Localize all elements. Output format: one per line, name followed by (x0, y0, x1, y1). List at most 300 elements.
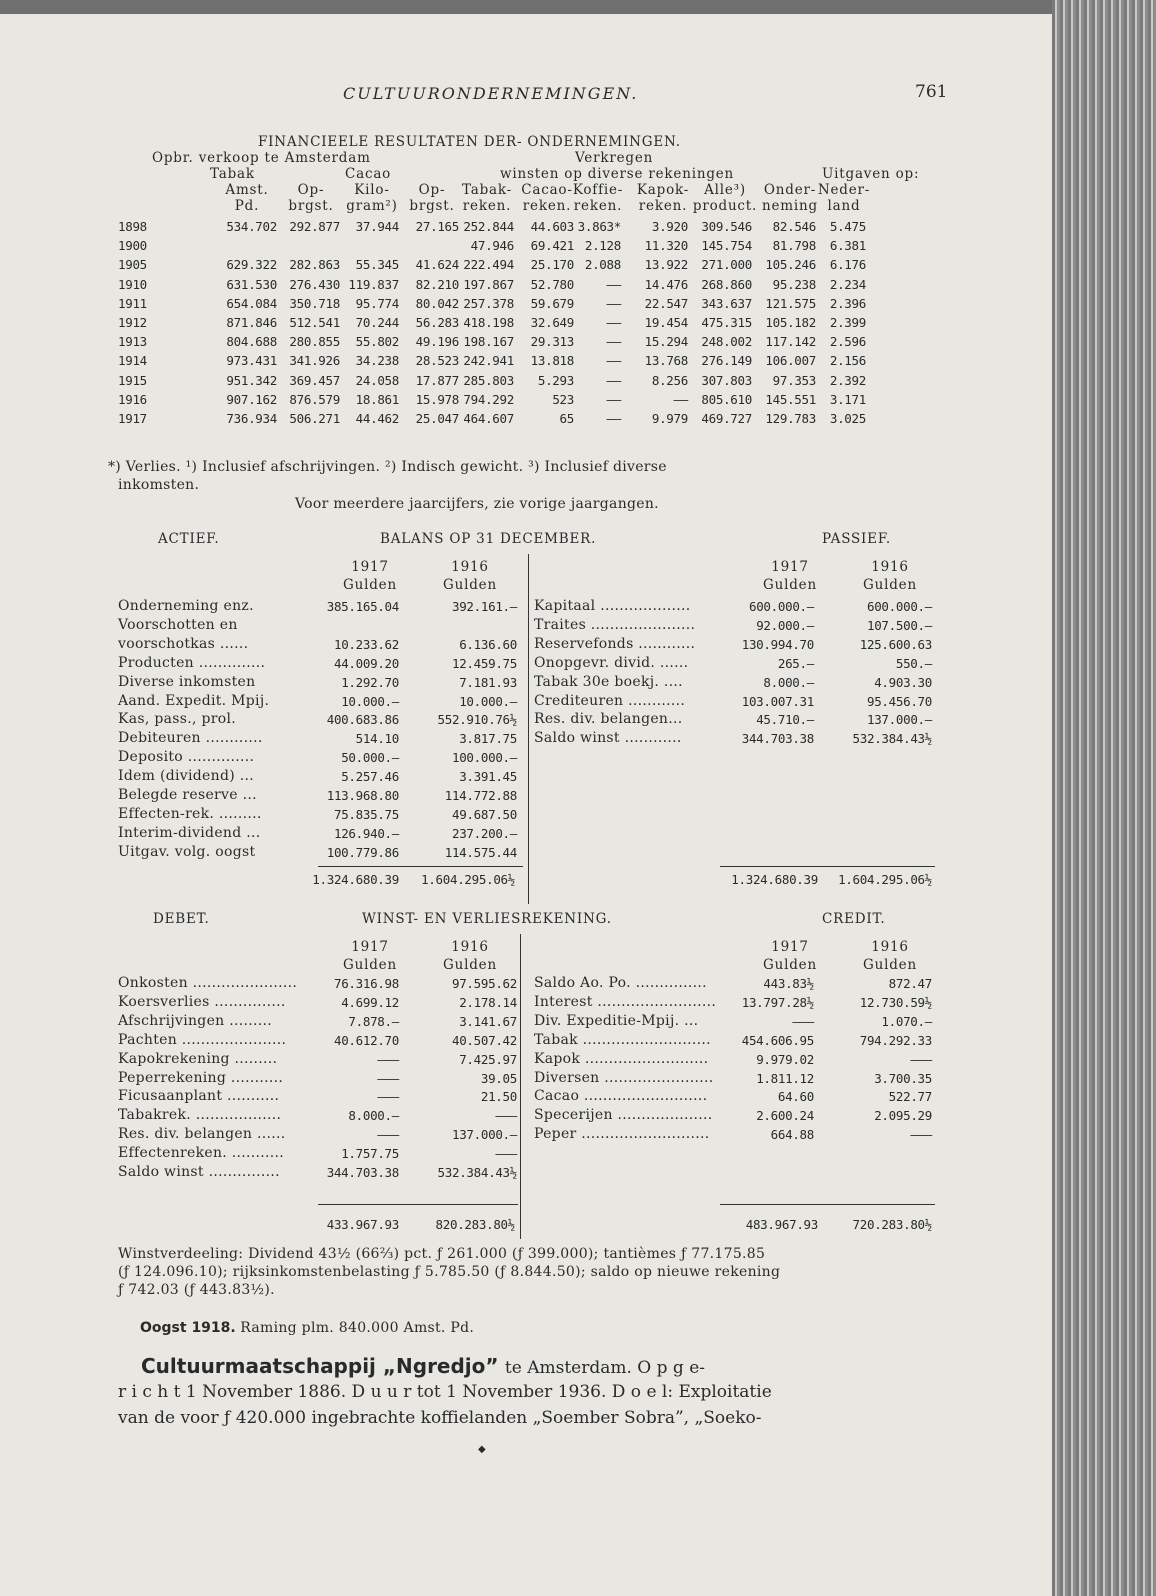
fin-row-year: 1912 (118, 315, 147, 330)
fin-head2-cacao: Cacao (345, 166, 392, 182)
fin-cell: 198.167 (463, 334, 514, 350)
winst-credit-1917: 9.979.02 (756, 1051, 814, 1067)
balans-passief-1916: 125.600.63 (859, 636, 932, 652)
winst-credit-1916: 1.070.— (881, 1013, 932, 1029)
winst-year-left-1916: 1916 (451, 939, 489, 955)
winst-credit-1917: 2.600.24 (756, 1108, 814, 1124)
fin-cell: 307.803 (701, 372, 752, 388)
fin-head4-6: reken. (573, 198, 623, 214)
fin-cell: 13.768 (644, 353, 688, 369)
winst-unit-right-1917: Gulden (763, 957, 817, 973)
winst-credit-label: Interest ......................... (534, 993, 717, 1010)
balans-passief-1916: 532.384.43½ (852, 731, 932, 747)
fin-cell: 14.476 (644, 276, 688, 292)
balans-actief-1917: 385.165.04 (326, 599, 399, 614)
fin-cell: 82.546 (772, 219, 816, 234)
balans-actief-1916: 392.161.— (451, 599, 517, 614)
balans-unit-left-1916: Gulden (443, 577, 497, 593)
winst-debet-1916: ——— (495, 1146, 517, 1162)
page-number: 761 (915, 82, 948, 102)
winst-credit-1917: 13.797.28½ (741, 994, 814, 1010)
company-line1-rest: te Amsterdam. O p g e- (504, 1358, 706, 1378)
winst-unit-right-1916: Gulden (863, 957, 917, 973)
fin-cell: —— (606, 411, 621, 426)
winst-title-left: DEBET. (153, 911, 210, 927)
fin-cell: 907.162 (226, 391, 277, 407)
balans-passief-1917: 265.— (777, 655, 814, 671)
winst-total-left-1916: 820.283.80½ (435, 1217, 515, 1232)
winst-year-right-1916: 1916 (871, 939, 909, 955)
fin-cell: —— (606, 353, 621, 369)
balans-actief-label: Diverse inkomsten (118, 673, 256, 690)
balans-actief-1917: 10.233.62 (333, 636, 399, 652)
fin-head4-4: reken. (462, 198, 512, 214)
balans-actief-1917: 113.968.80 (326, 788, 399, 803)
fin-row-year: 1917 (118, 411, 147, 426)
balans-passief-1917: 103.007.31 (741, 693, 814, 709)
fin-cell: 29.313 (530, 334, 574, 350)
fin-cell: 369.457 (289, 372, 340, 388)
winst-debet-1916: 3.141.67 (459, 1013, 517, 1029)
fin-cell: 47.946 (470, 238, 514, 254)
winst-credit-label: Kapok .......................... (534, 1050, 709, 1067)
balans-passief-label: Saldo winst ............ (534, 730, 682, 747)
fin-cell: 876.579 (289, 391, 340, 407)
fin-cell: 145.551 (765, 391, 816, 407)
balans-actief-1916: 10.000.— (459, 693, 517, 709)
fin-cell: 252.844 (463, 219, 514, 234)
fin-cell: 44.462 (355, 411, 399, 426)
fin-cell: 523 (552, 391, 574, 407)
winst-credit-label: Cacao .......................... (534, 1088, 708, 1105)
balans-title-mid: BALANS OP 31 DECEMBER. (380, 531, 597, 547)
fin-cell: 97.353 (772, 372, 816, 388)
balans-actief-1917: 50.000.— (341, 750, 399, 766)
fin-row-year: 1900 (118, 238, 147, 254)
fin-head3-10: Neder- (817, 182, 871, 198)
fin-head3-3: Op- (418, 182, 446, 198)
balans-actief-label: Idem (dividend) ... (118, 768, 254, 785)
balans-actief-1917: 75.835.75 (333, 806, 399, 822)
winst-credit-1917: 664.88 (770, 1127, 814, 1143)
fin-cell: 22.547 (644, 295, 688, 311)
fin-row-year: 1910 (118, 276, 147, 292)
fin-head4-1: brgst. (288, 198, 334, 214)
winst-debet-1917: 8.000.— (348, 1108, 399, 1124)
fin-footnote1: *) Verlies. ¹) Inclusief afschrijvingen. ²) Indisch gewicht. ³) Inclusief diverse (108, 459, 667, 475)
fin-cell: 105.246 (765, 257, 816, 273)
balans-actief-1916: 49.687.50 (451, 806, 517, 822)
fin-cell: 15.294 (644, 334, 688, 350)
fin-head1-b: Verkregen (575, 150, 654, 166)
fin-cell: 59.679 (530, 295, 574, 311)
winst-debet-1916: 97.595.62 (451, 976, 517, 991)
fin-head2-tabak: Tabak (210, 166, 255, 182)
fin-head1-a: Opbr. verkoop te Amsterdam (152, 150, 371, 166)
fin-cell: 794.292 (463, 391, 514, 407)
fin-cell: 257.378 (463, 295, 514, 311)
fin-cell: 871.846 (226, 315, 277, 330)
fin-cell: 654.084 (226, 295, 277, 311)
fin-cell: 24.058 (355, 372, 399, 388)
balans-actief-1916: 237.200.— (451, 825, 517, 841)
balans-total-right-1916: 1.604.295.06½ (838, 872, 932, 887)
winst-debet-1917: 344.703.38 (326, 1165, 399, 1180)
balans-unit-left-1917: Gulden (343, 577, 397, 593)
balans-actief-1917: 400.683.86 (326, 712, 399, 728)
fin-cell: 268.860 (701, 276, 752, 292)
fin-cell: 242.941 (463, 353, 514, 369)
fin-cell: 119.837 (348, 276, 399, 292)
fin-cell: 309.546 (701, 219, 752, 234)
fin-cell: 350.718 (289, 295, 340, 311)
fin-head4-3: brgst. (409, 198, 455, 214)
fin-cell: 37.944 (355, 219, 399, 234)
fin-cell: 341.926 (289, 353, 340, 369)
winst-debet-1917: ——— (377, 1070, 399, 1086)
fin-cell: 512.541 (289, 315, 340, 330)
winst-title-right: CREDIT. (822, 911, 886, 927)
balans-actief-label: Onderneming enz. (118, 598, 254, 614)
winst-credit-1917: 454.606.95 (741, 1032, 814, 1048)
fin-cell: 80.042 (415, 295, 459, 311)
balans-passief-label: Crediteuren ............ (534, 692, 686, 709)
fin-cell: 105.182 (765, 315, 816, 330)
balans-unit-right-1917: Gulden (763, 577, 817, 593)
fin-cell: 9.979 (651, 411, 688, 426)
fin-cell: 18.861 (355, 391, 399, 407)
winst-credit-1916: 12.730.59½ (859, 994, 932, 1010)
balans-passief-1917: 600.000.— (748, 599, 814, 614)
balans-year-left-1917: 1917 (351, 559, 389, 575)
winst-debet-label: Afschrijvingen ......... (118, 1012, 272, 1029)
fin-cell: 82.210 (415, 276, 459, 292)
fin-cell: 55.802 (355, 334, 399, 350)
balans-actief-1916: 100.000.— (451, 750, 517, 766)
winst-debet-1917: ——— (377, 1051, 399, 1067)
fin-footnote2: inkomsten. (118, 477, 200, 493)
winst-credit-label: Specerijen .................... (534, 1107, 713, 1124)
balans-actief-label: Uitgav. volg. oogst (118, 843, 256, 860)
winst-title-mid: WINST- EN VERLIESREKENING. (362, 911, 612, 927)
balans-passief-1916: 137.000.— (866, 712, 932, 728)
fin-cell: 248.002 (701, 334, 752, 350)
balans-actief-1917: 126.940.— (333, 825, 399, 841)
fin-cell: 276.149 (701, 353, 752, 369)
fin-row-year: 1911 (118, 295, 147, 311)
balans-total-left-1917: 1.324.680.39 (312, 872, 399, 887)
fin-cell: 469.727 (701, 411, 752, 426)
balans-actief-1916: 3.391.45 (459, 769, 517, 785)
fin-cell: 3.171 (829, 391, 866, 407)
winst-credit-1917: 1.811.12 (756, 1070, 814, 1086)
balans-actief-1916: 114.575.44 (444, 844, 517, 860)
fin-note: Voor meerdere jaarcijfers, zie vorige jaargangen. (295, 496, 659, 512)
winst-credit-1917: 64.60 (777, 1089, 814, 1105)
balans-actief-label: Producten .............. (118, 654, 266, 671)
winst-debet-1917: 40.612.70 (333, 1032, 399, 1048)
fin-cell: 34.238 (355, 353, 399, 369)
fin-cell: —— (606, 276, 621, 292)
fin-cell: 5.293 (537, 372, 574, 388)
fin-cell: 145.754 (701, 238, 752, 254)
balans-actief-1916: 3.817.75 (459, 731, 517, 747)
fin-cell: 282.863 (289, 257, 340, 273)
fin-cell: 28.523 (415, 353, 459, 369)
winst-debet-1917: ——— (377, 1089, 399, 1105)
balans-unit-right-1916: Gulden (863, 577, 917, 593)
fin-cell: 292.877 (289, 219, 340, 234)
fin-cell: 973.431 (226, 353, 277, 369)
fin-cell: 13.922 (644, 257, 688, 273)
winst-debet-1917: 7.878.— (348, 1013, 399, 1029)
fin-cell: 2.234 (829, 276, 866, 292)
fin-row-year: 1898 (118, 219, 147, 234)
winst-credit-1917: ——— (792, 1013, 814, 1029)
fin-head4-10: land (827, 198, 861, 214)
fin-cell: 32.649 (530, 315, 574, 330)
fin-head2-winsten: winsten op diverse rekeningen (500, 166, 735, 182)
fin-row-year: 1915 (118, 372, 147, 388)
fin-head3-1: Op- (297, 182, 325, 198)
balans-passief-label: Traites ...................... (534, 616, 696, 633)
winst-credit-1917: 443.83½ (763, 976, 814, 991)
fin-cell: —— (673, 391, 688, 407)
winst-unit-left-1917: Gulden (343, 957, 397, 973)
fin-head3-6: Koffie- (572, 182, 624, 198)
winst-total-left-1917: 433.967.93 (326, 1217, 399, 1232)
balans-year-right-1917: 1917 (771, 559, 809, 575)
fin-cell: 95.238 (772, 276, 816, 292)
balans-actief-label: Aand. Expedit. Mpij. (118, 692, 270, 709)
balans-passief-1916: 550.— (895, 655, 932, 671)
fin-cell: 69.421 (530, 238, 574, 254)
balans-actief-1917: 100.779.86 (326, 844, 399, 860)
fin-cell: 2.088 (584, 257, 621, 273)
fin-cell: —— (606, 334, 621, 350)
balans-passief-label: Kapitaal ................... (534, 598, 691, 614)
balans-passief-label: Reservefonds ............ (534, 635, 696, 652)
fin-cell: 534.702 (226, 219, 277, 234)
balans-passief-1917: 92.000.— (756, 617, 814, 633)
fin-cell: 56.283 (415, 315, 459, 330)
winst-credit-label: Div. Expeditie-Mpij. ... (534, 1012, 699, 1029)
fin-cell: 19.454 (644, 315, 688, 330)
winst-debet-1916: 137.000.— (451, 1127, 517, 1143)
balans-total-right-1917: 1.324.680.39 (731, 872, 818, 887)
balans-actief-1917: 5.257.46 (341, 769, 399, 785)
fin-cell: 3.025 (829, 411, 866, 426)
fin-cell: 2.596 (829, 334, 866, 350)
balans-title-right: PASSIEF. (822, 531, 891, 547)
balans-passief-1916: 95.456.70 (866, 693, 932, 709)
balans-actief-1917: 10.000.— (341, 693, 399, 709)
balans-title-left: ACTIEF. (158, 531, 220, 547)
winst-debet-label: Koersverlies ............... (118, 993, 286, 1010)
running-title: CULTUURONDERNEMINGEN. (343, 84, 639, 103)
winstverdeeling-line2: (ƒ 124.096.10); rijksinkomstenbelasting ƒ 5.785.50 (ƒ 8.844.50); saldo op nieuwe rekening (118, 1264, 781, 1280)
fin-cell: 44.603 (530, 219, 574, 234)
balans-actief-1917: 514.10 (355, 731, 399, 747)
balans-actief-1916: 6.136.60 (459, 636, 517, 652)
fin-cell: —— (606, 315, 621, 330)
fin-cell: —— (606, 295, 621, 311)
fin-cell: 17.877 (415, 372, 459, 388)
balans-year-right-1916: 1916 (871, 559, 909, 575)
winst-credit-label: Tabak ........................... (534, 1031, 711, 1048)
fin-head3-2: Kilo- (354, 182, 390, 198)
fin-cell: 506.271 (289, 411, 340, 426)
winst-year-right-1917: 1917 (771, 939, 809, 955)
balans-actief-1916: 7.181.93 (459, 674, 517, 690)
fin-row-year: 1905 (118, 257, 147, 273)
winstverdeeling-line1: Winstverdeeling: Dividend 43½ (66⅔) pct. ƒ 261.000 (ƒ 399.000); tantièmes ƒ 77.175.85 (118, 1246, 766, 1262)
balans-actief-label: Interim-dividend ... (118, 824, 261, 841)
fin-cell: 15.978 (415, 391, 459, 407)
fin-cell: 121.575 (765, 295, 816, 311)
fin-cell: 13.818 (530, 353, 574, 369)
book-edge (1052, 0, 1156, 1596)
fin-cell: 464.607 (463, 411, 514, 426)
fin-cell: 8.256 (651, 372, 688, 388)
fin-cell: 49.196 (415, 334, 459, 350)
fin-cell: 736.934 (226, 411, 277, 426)
winst-credit-label: Saldo Ao. Po. ............... (534, 975, 707, 991)
winst-debet-1916: 532.384.43½ (437, 1165, 517, 1180)
fin-head3-9: Onder- (763, 182, 817, 198)
balans-actief-1916: 114.772.88 (444, 788, 517, 803)
oogst-label: Oogst 1918. (140, 1320, 236, 1336)
balans-passief-label: Res. div. belangen... (534, 711, 683, 728)
winst-debet-1917: 76.316.98 (333, 976, 399, 991)
page (0, 14, 1052, 1596)
fin-cell: 41.624 (415, 257, 459, 273)
fin-head4-0: Pd. (234, 198, 260, 214)
winst-debet-label: Effectenreken. ........... (118, 1145, 285, 1162)
winst-total-right-1917: 483.967.93 (745, 1217, 818, 1232)
winst-credit-1916: 3.700.35 (874, 1070, 932, 1086)
balans-actief-label: Effecten-rek. ......... (118, 805, 262, 822)
winst-debet-1916: 40.507.42 (451, 1032, 517, 1048)
balans-actief-1916: 12.459.75 (451, 655, 517, 671)
fin-cell: 197.867 (463, 276, 514, 292)
winst-total-right-1916: 720.283.80½ (852, 1217, 932, 1232)
balans-passief-1917: 344.703.38 (741, 731, 814, 747)
fin-cell: 805.610 (701, 391, 752, 407)
balans-actief-label: Belegde reserve ... (118, 787, 257, 803)
fin-head4-5: reken. (522, 198, 572, 214)
fin-cell: 280.855 (289, 334, 340, 350)
page-mark-icon: ◆ (478, 1444, 486, 1455)
fin-head4-9: neming (762, 198, 818, 214)
company-name: Cultuurmaatschappij „Ngredjo” (141, 1354, 499, 1378)
fin-head4-8: product. (692, 198, 758, 214)
fin-cell: 276.430 (289, 276, 340, 292)
fin-cell: 25.170 (530, 257, 574, 273)
balans-passief-1917: 8.000.— (763, 674, 814, 690)
fin-head3-5: Cacao- (521, 182, 573, 198)
balans-passief-label: Tabak 30e boekj. .... (534, 673, 683, 690)
balans-passief-1916: 4.903.30 (874, 674, 932, 690)
fin-cell: 804.688 (226, 334, 277, 350)
fin-head4-7: reken. (638, 198, 688, 214)
winst-debet-1917: ——— (377, 1127, 399, 1143)
fin-cell: 271.000 (701, 257, 752, 273)
balans-actief-label: Voorschotten en (118, 616, 238, 633)
fin-cell: 2.392 (829, 372, 866, 388)
fin-head3-0: Amst. (225, 182, 269, 198)
winstverdeeling-line3: ƒ 742.03 (ƒ 443.83½). (118, 1282, 275, 1298)
fin-head3-7: Kapok- (636, 182, 690, 198)
fin-cell: 5.475 (829, 219, 866, 234)
balans-year-left-1916: 1916 (451, 559, 489, 575)
fin-row-year: 1914 (118, 353, 147, 369)
fin-cell: 55.345 (355, 257, 399, 273)
fin-cell: 106.007 (765, 353, 816, 369)
fin-cell: 285.803 (463, 372, 514, 388)
winst-debet-1916: ——— (495, 1108, 517, 1124)
fin-cell: 95.774 (355, 295, 399, 311)
winst-debet-1916: 2.178.14 (459, 994, 517, 1010)
winst-debet-1917: 1.757.75 (341, 1146, 399, 1162)
balans-passief-1917: 45.710.— (756, 712, 814, 728)
balans-actief-label: Debiteuren ............ (118, 730, 263, 747)
fin-cell: 27.165 (415, 219, 459, 234)
fin-cell: 52.780 (530, 276, 574, 292)
balans-actief-1916: 552.910.76½ (437, 712, 517, 728)
fin-cell: —— (606, 391, 621, 407)
winst-debet-label: Pachten ...................... (118, 1031, 287, 1048)
winst-debet-1916: 39.05 (480, 1070, 517, 1086)
balans-passief-1916: 107.500.— (866, 617, 932, 633)
winst-credit-1916: 872.47 (888, 976, 932, 991)
fin-cell: 129.783 (765, 411, 816, 426)
winst-debet-label: Saldo winst ............... (118, 1164, 280, 1180)
balans-actief-label: Deposito .............. (118, 749, 255, 766)
fin-cell: 65 (559, 411, 574, 426)
fin-cell: 222.494 (463, 257, 514, 273)
balans-total-left-1916: 1.604.295.06½ (421, 872, 515, 887)
winst-credit-label: Peper ........................... (534, 1126, 710, 1143)
winst-credit-1916: 2.095.29 (874, 1108, 932, 1124)
winst-debet-label: Onkosten ...................... (118, 975, 298, 991)
balans-passief-label: Onopgevr. divid. ...... (534, 654, 689, 671)
company-line2: r i c h t 1 November 1886. D u u r tot 1 November 1936. D o e l: Exploitatie (118, 1382, 772, 1402)
winst-credit-1916: 522.77 (888, 1089, 932, 1105)
fin-cell: 2.128 (584, 238, 621, 254)
winst-debet-1916: 21.50 (480, 1089, 517, 1105)
balans-actief-1917: 44.009.20 (333, 655, 399, 671)
fin-cell: 475.315 (701, 315, 752, 330)
oogst-text: Raming plm. 840.000 Amst. Pd. (240, 1320, 475, 1336)
fin-cell: 11.320 (644, 238, 688, 254)
winst-debet-1917: 4.699.12 (341, 994, 399, 1010)
fin-cell: 418.198 (463, 315, 514, 330)
fin-cell: 70.244 (355, 315, 399, 330)
winst-debet-1916: 7.425.97 (459, 1051, 517, 1067)
fin-head4-2: gram²) (346, 198, 398, 214)
fin-cell: 2.156 (829, 353, 866, 369)
fin-head2-uitgaven: Uitgaven op: (822, 166, 920, 182)
winst-debet-label: Res. div. belangen ...... (118, 1126, 286, 1143)
fin-title: FINANCIEELE RESULTATEN DER- ONDERNEMINGEN. (258, 134, 681, 150)
winst-credit-1916: 794.292.33 (859, 1032, 932, 1048)
winst-debet-label: Peperrekening ........... (118, 1069, 284, 1086)
fin-cell: 2.399 (829, 315, 866, 330)
winst-credit-label: Diversen ....................... (534, 1069, 714, 1086)
fin-cell: 3.863* (577, 219, 621, 234)
fin-cell: 629.322 (226, 257, 277, 273)
